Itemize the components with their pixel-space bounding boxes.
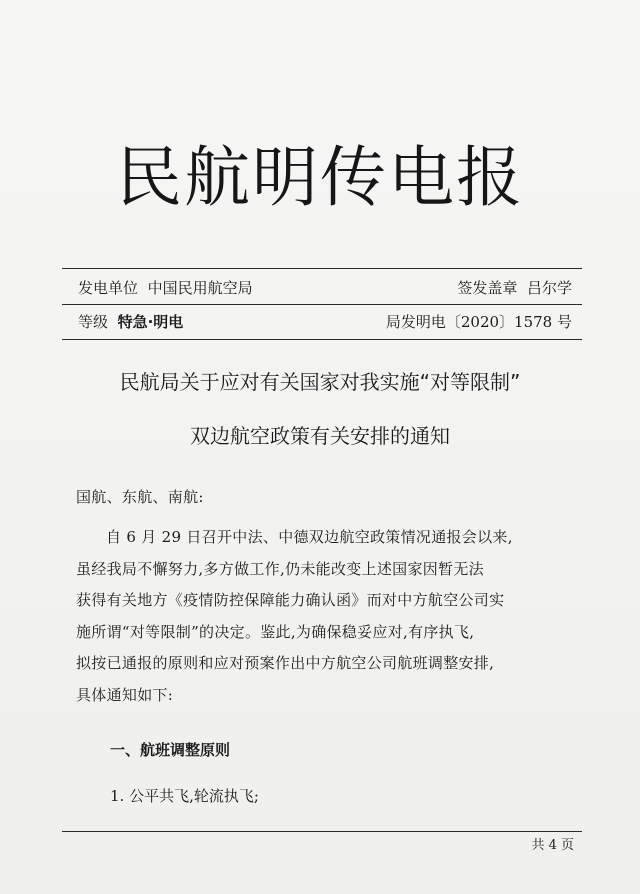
body-line: 虽经我局不懈努力,多方做工作,仍未能改变上述国家因暂无法 bbox=[76, 559, 484, 578]
sender-label: 发电单位 bbox=[78, 279, 139, 297]
body-line: 施所谓“对等限制”的决定。鉴此,为确保稳妥应对,有序执飞, bbox=[76, 622, 475, 641]
sender-block bbox=[78, 276, 253, 300]
divider-top bbox=[62, 268, 582, 269]
divider-bottom bbox=[62, 339, 582, 340]
section-heading: 一、航班调整原则 bbox=[110, 741, 231, 759]
grade-row bbox=[78, 310, 572, 334]
sender-row bbox=[78, 276, 572, 300]
document-title: 民航明传电报 bbox=[116, 139, 524, 216]
doc-number: 局发明电〔2020〕1578 号 bbox=[385, 313, 572, 331]
signer-value: 吕尔学 bbox=[526, 279, 572, 297]
body-paragraph bbox=[76, 522, 576, 711]
grade-block bbox=[78, 310, 183, 334]
grade-label: 等级 bbox=[78, 313, 109, 331]
signer-label: 签发盖章 bbox=[457, 279, 518, 297]
sender-value: 中国民用航空局 bbox=[147, 279, 253, 297]
notice-heading-line1: 民航局关于应对有关国家对我实施“对等限制” bbox=[119, 370, 521, 394]
footer-divider bbox=[62, 831, 582, 832]
body-line: 具体通知如下: bbox=[76, 685, 174, 704]
body-line: 自 6 月 29 日召开中法、中德双边航空政策情况通报会以来, bbox=[106, 528, 513, 546]
recipients: 国航、东航、南航: bbox=[76, 488, 204, 506]
divider-middle bbox=[62, 304, 582, 305]
notice-heading-line2: 双边航空政策有关安排的通知 bbox=[190, 424, 450, 448]
body-line: 拟按已通报的原则和应对预案作出中方航空公司航班调整安排, bbox=[76, 654, 495, 672]
page-count: 共 4 页 bbox=[531, 838, 574, 853]
grade-value: 特急·明电 bbox=[117, 313, 184, 331]
body-line: 获得有关地方《疫情防控保障能力确认函》而对中方航空公司实 bbox=[76, 591, 505, 609]
signer-block bbox=[457, 276, 572, 300]
list-item: 1. 公平共飞,轮流执飞; bbox=[110, 787, 259, 805]
